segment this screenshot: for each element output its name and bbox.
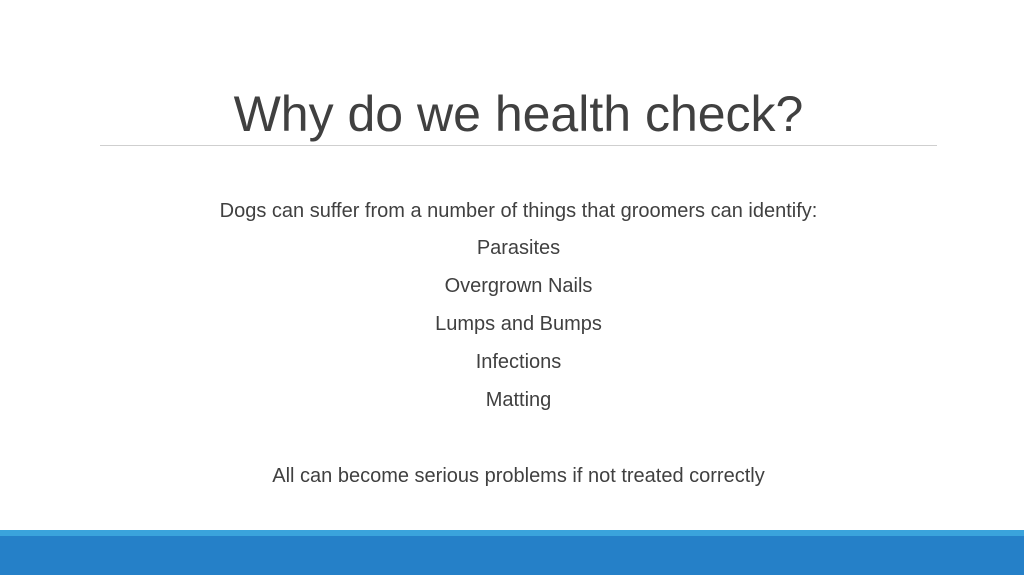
footer-band bbox=[0, 536, 1024, 575]
list-item: Lumps and Bumps bbox=[435, 313, 602, 335]
title-divider bbox=[100, 145, 937, 146]
list-item: Overgrown Nails bbox=[444, 275, 593, 297]
list-item: Parasites bbox=[476, 237, 561, 259]
outro-text: All can become serious problems if not treated correctly bbox=[272, 465, 765, 487]
intro-text: Dogs can suffer from a number of things that groomers can identify: bbox=[219, 200, 818, 222]
list-item: Matting bbox=[485, 389, 552, 411]
list-item: Infections bbox=[475, 351, 562, 373]
issue-list bbox=[100, 236, 937, 426]
slide-title: Why do we health check? bbox=[233, 86, 804, 142]
